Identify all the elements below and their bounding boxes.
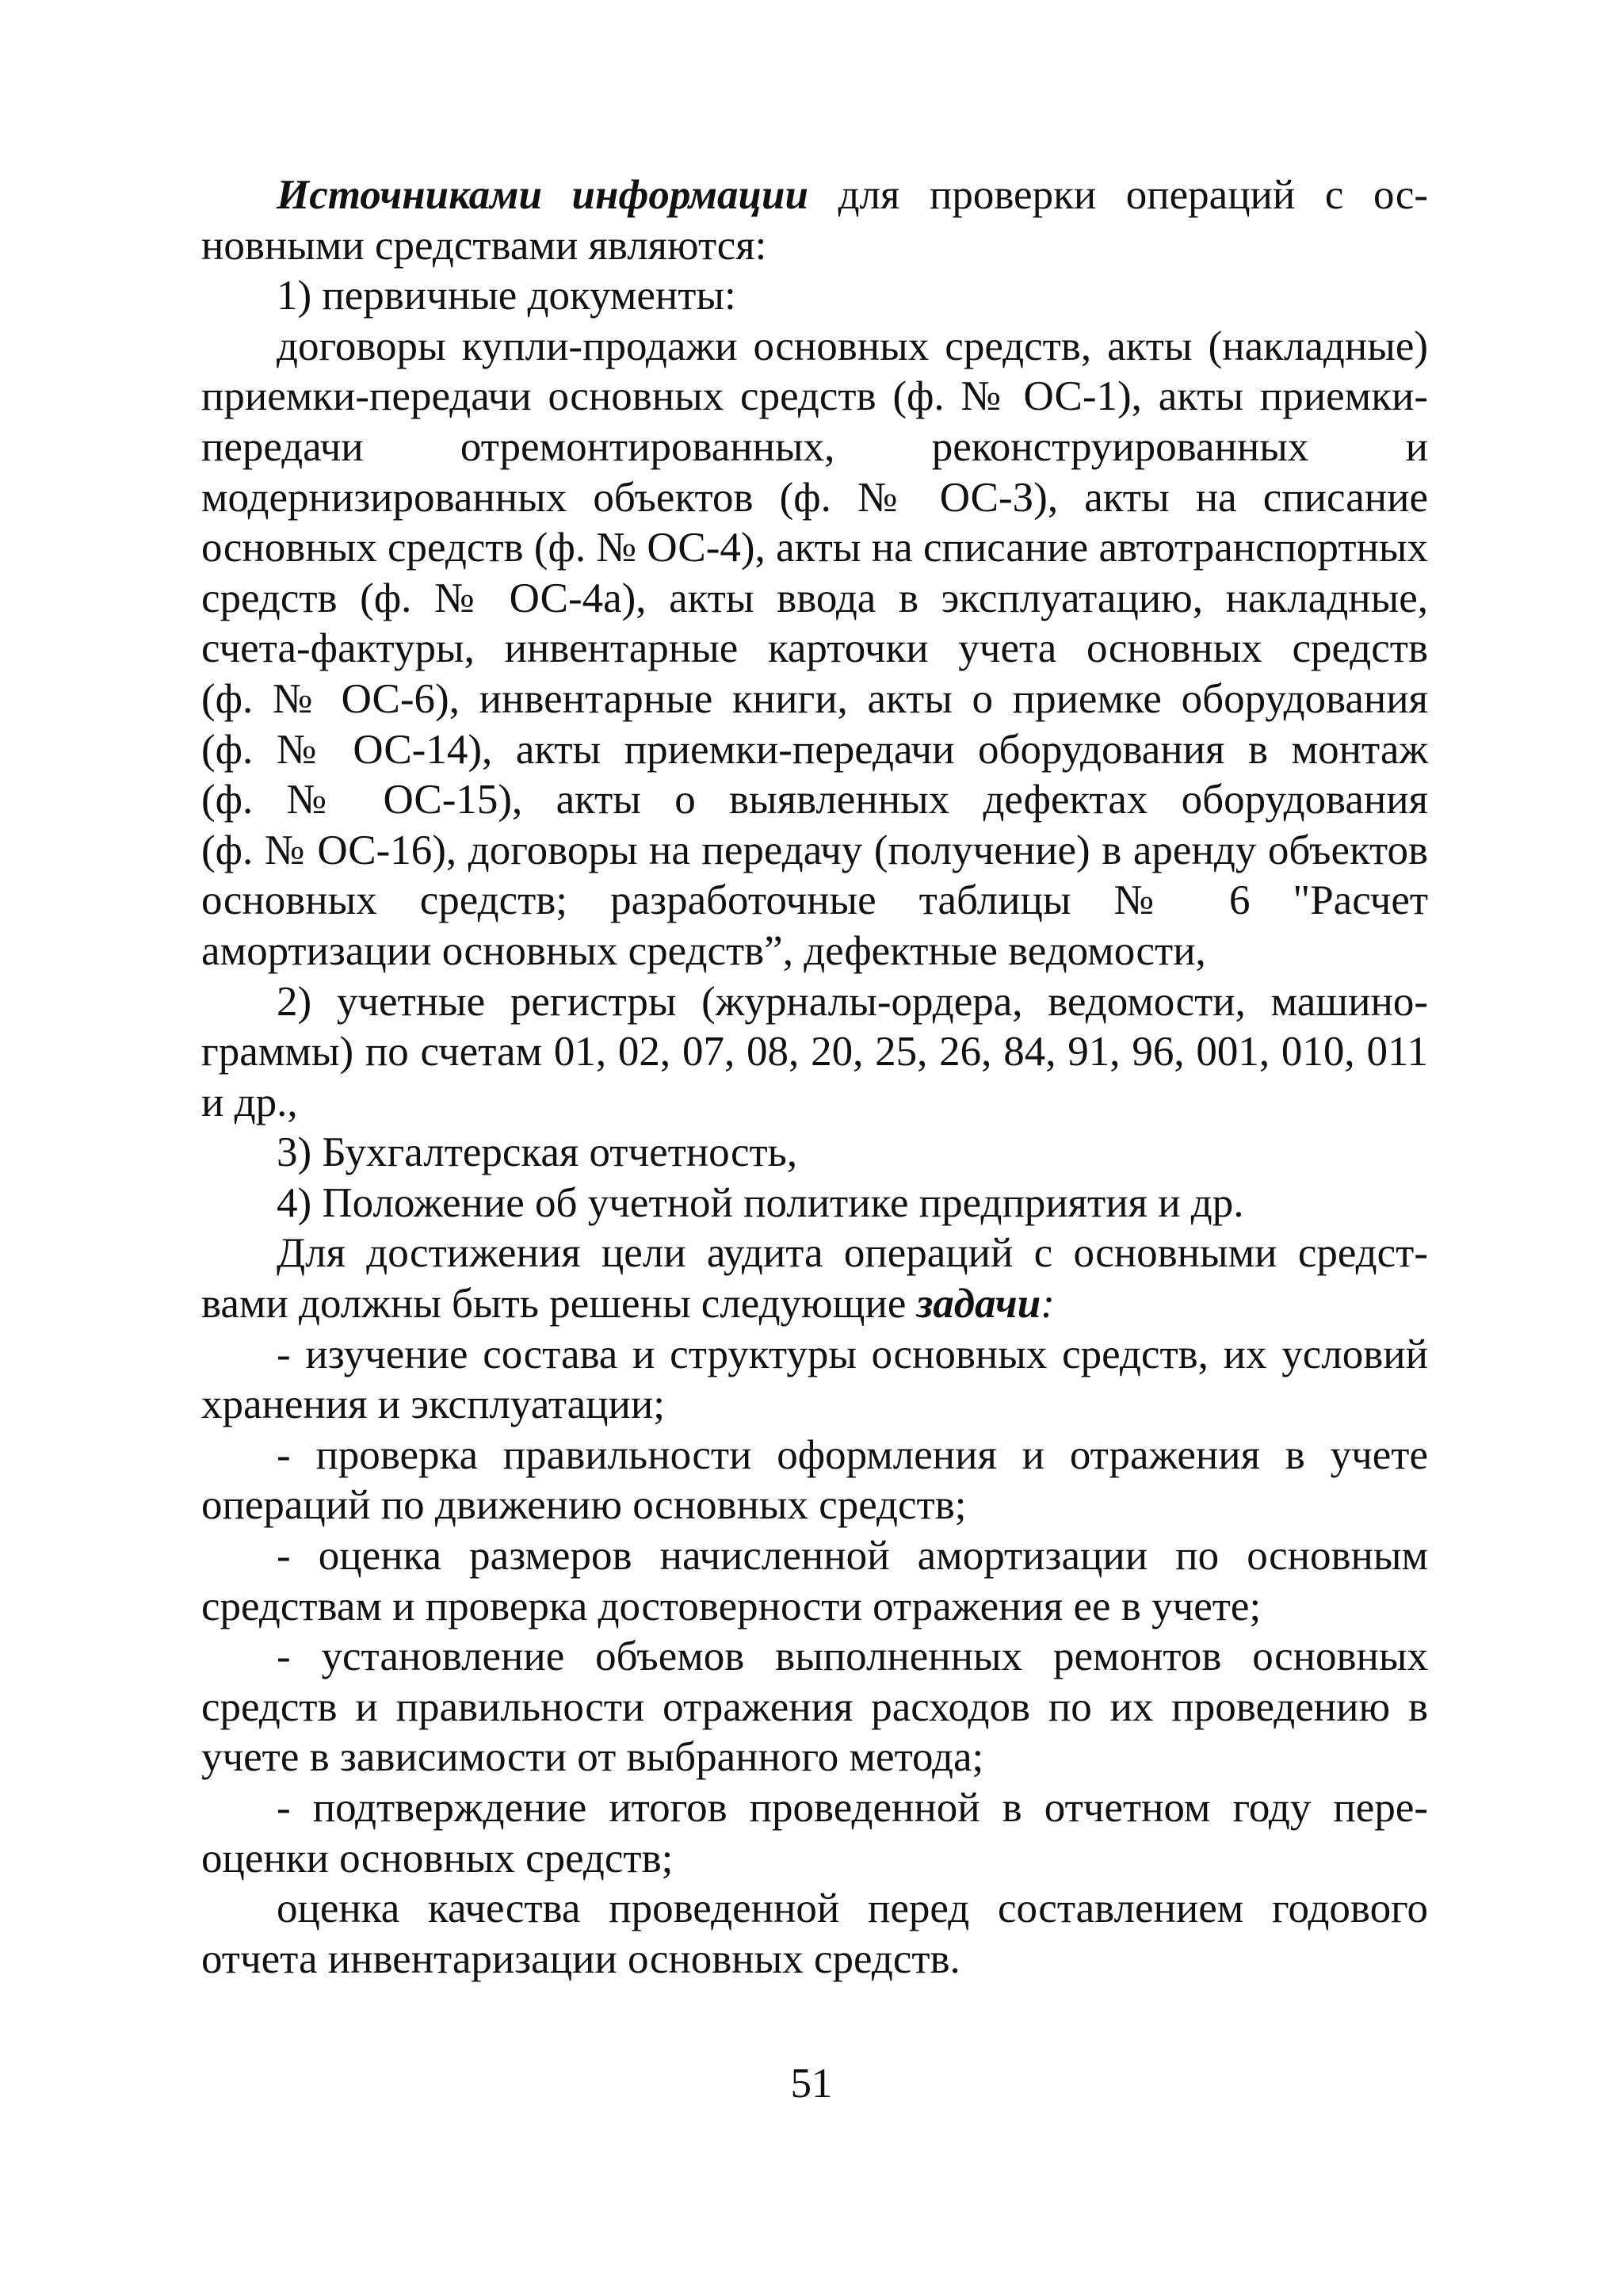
task-item: оценка качества проведенной перед составлением годового отчета инвентаризации основных средств. xyxy=(201,1885,1428,1982)
paragraph-primary-docs-list: договоры купли-продажи основных средств, акты (накладные) приемки-передачи основных средств (ф. № ОС-1), акты приемки-передачи отремонтированных, реконструированных и модернизированных объектов (ф. № ОС-З), акты на списание основных средств (ф. № ОС-4), акты на списание автотранспортных средств (ф. № ОС-4а), акты ввода в эксплуатацию, накладные, счета-фактуры, инвентарные карточки учета основных средств (ф. № ОС-6), инвентарные книги, акты о приемке оборудования (ф. № ОС-14), акты приемки-передачи оборудования в монтаж (ф. № ОС-15), акты о выявленных дефектах оборудования (ф. № ОС-16), договоры на передачу (получение) в аренду объектов основных средств; разработочные таблицы № 6 "Расчет амортизации основных средств”, дефектные ведомости, xyxy=(201,323,1428,974)
task-item: - оценка размеров начисленной амортизации по основным средствам и проверка достоверности отражения ее в учете; xyxy=(201,1533,1428,1629)
sources-intro-text: для проверки операций с основными средствами являются: xyxy=(201,172,1428,269)
task-item: - подтверждение итогов проведенной в отчетном году переоценки основных средств; xyxy=(201,1785,1428,1881)
paragraph-financial-statements: 3) Бухгалтерская отчетность, xyxy=(277,1129,798,1176)
body-text xyxy=(201,170,1428,1985)
page-number: 51 xyxy=(790,2061,833,2107)
tasks-intro-text: Для достижения цели аудита операций с основными средствами должны быть решены следующие xyxy=(201,1230,1428,1328)
task-item: - проверка правильности оформления и отражения в учете операций по движению основных средств; xyxy=(201,1431,1428,1529)
task-item: - установление объемов выполненных ремонтов основных средств и правильности отражения расходов по их проведению в учете в зависимости от выбранного метода; xyxy=(201,1633,1428,1781)
paragraph-accounting-policy: 4) Положение об учетной политике предприятия и др. xyxy=(277,1179,1244,1226)
paragraph-audit-tasks-intro xyxy=(201,1228,1428,1329)
paragraph-sources-intro xyxy=(201,170,1428,271)
emphasis-sources: Источниками информации xyxy=(277,172,808,218)
task-item: - изучение состава и структуры основных средств, их условий хранения и эксплуатации; xyxy=(201,1331,1428,1428)
paragraph-accounting-registers: 2) учетные регистры (журналы-ордера, ведомости, машинограммы) по счетам 01, 02, 07, 08, 20, 25, 26, 84, 91, 96, 001, 010, 011 и др., xyxy=(201,978,1428,1125)
paragraph-primary-docs-heading: 1) первичные документы: xyxy=(277,273,736,319)
emphasis-tasks: задачи xyxy=(916,1281,1041,1328)
tasks-intro-colon: : xyxy=(1041,1281,1055,1328)
